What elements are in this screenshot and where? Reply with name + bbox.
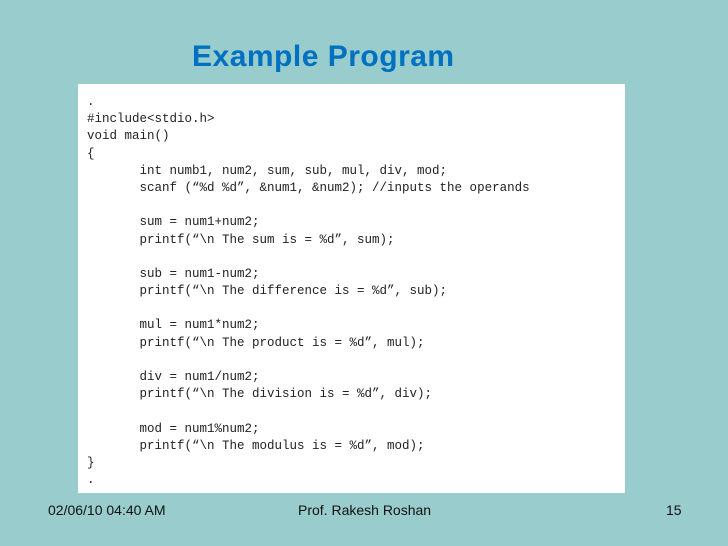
code-line: . (87, 95, 95, 109)
code-line (87, 300, 530, 317)
footer-datetime: 02/06/10 04:40 AM (48, 502, 166, 518)
code-line: div = num1/num2; (87, 370, 260, 384)
code-line: printf(“\n The division is = %d”, div); (87, 387, 433, 402)
code-lines (87, 94, 530, 489)
code-line: . (87, 473, 95, 488)
code-line: { (87, 146, 95, 161)
footer-author: Prof. Rakesh Roshan (298, 502, 432, 518)
code-line (87, 352, 530, 369)
code-line: #include<stdio.h> (87, 112, 215, 127)
code-line (87, 197, 530, 214)
code-line: printf(“\n The modulus is = %d”, mod); (87, 438, 425, 453)
code-line: printf(“\n The product is = %d”, mul); (87, 335, 425, 350)
slide-title: Example Program (192, 40, 455, 73)
code-line: mul = num1*num2; (87, 318, 260, 333)
code-line: mod = num1%num2; (87, 421, 260, 436)
code-line (87, 249, 530, 266)
page-number: 15 (666, 502, 682, 518)
code-line (87, 403, 530, 420)
code-line: } (87, 455, 95, 470)
code-line: printf(“\n The sum is = %d”, sum); (87, 232, 395, 247)
code-line: sub = num1-num2; (87, 266, 260, 281)
code-line: printf(“\n The difference is = %d”, sub); (87, 284, 448, 299)
code-line: void main() (87, 129, 170, 144)
code-line: sum = num1+num2; (87, 215, 260, 230)
code-line: scanf (“%d %d”, &num1, &num2); //inputs the operands (87, 180, 530, 195)
code-block (78, 84, 625, 493)
code-line: int numb1, num2, sum, sub, mul, div, mod; (87, 163, 448, 178)
